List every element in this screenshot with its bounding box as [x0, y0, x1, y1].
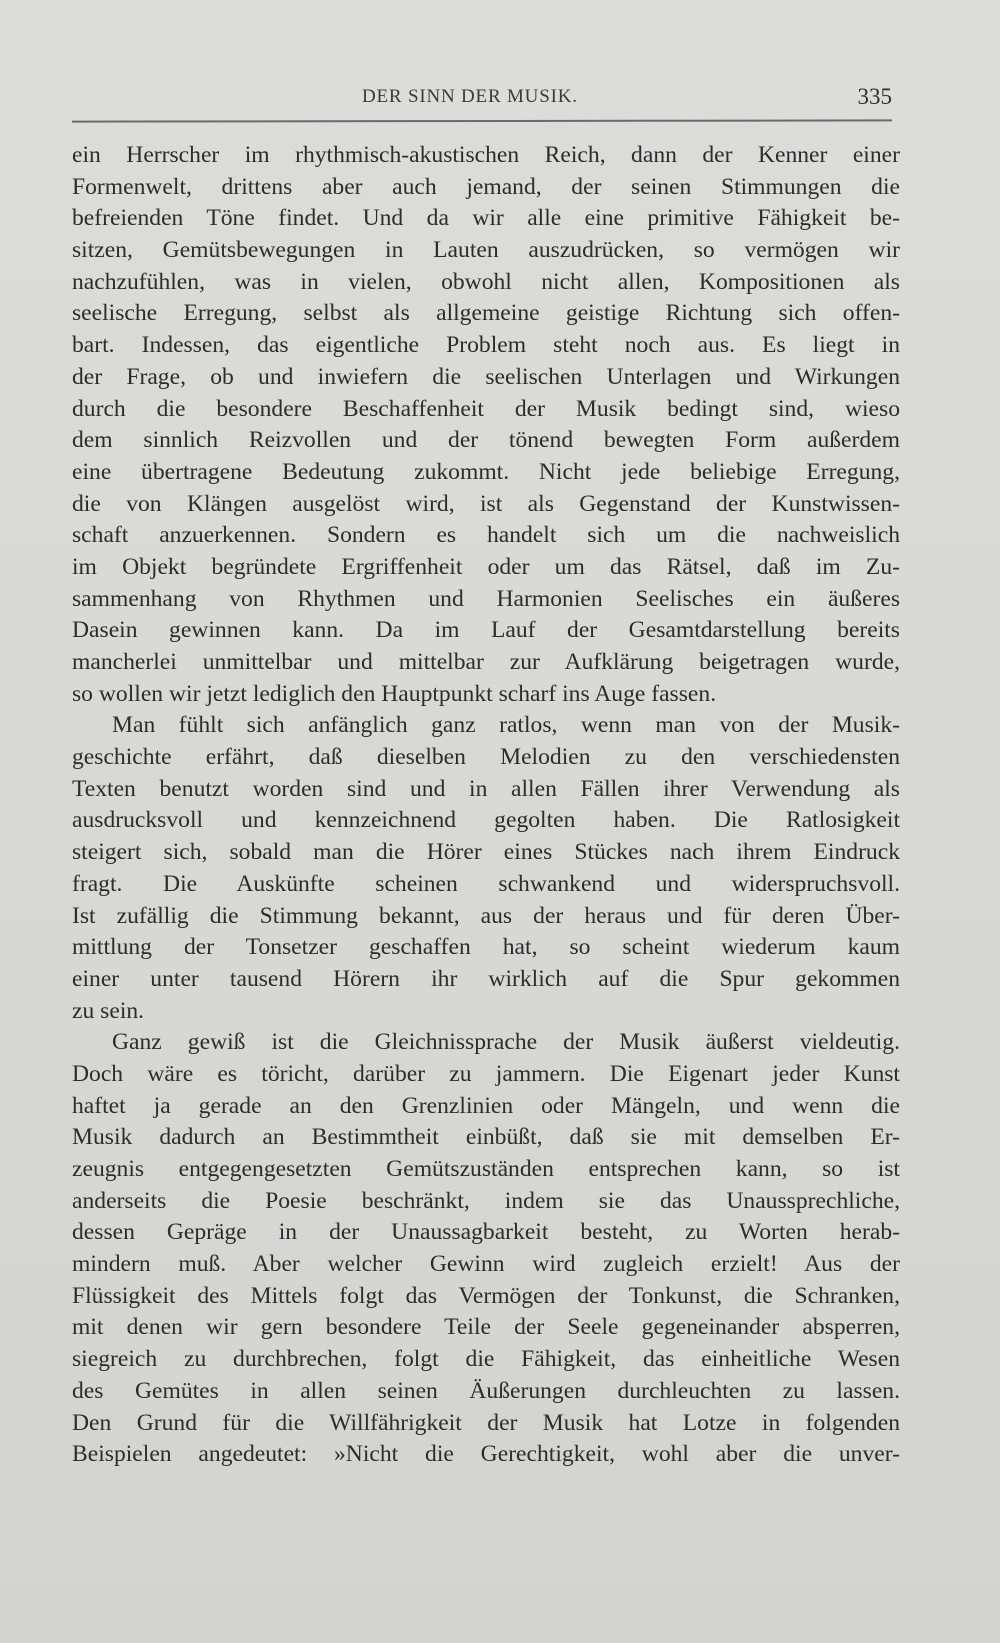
text-line: eine übertragene Bedeutung zukommt. Nicht jede beliebige Erregung,: [72, 458, 900, 485]
text-line: Texten benutzt worden sind und in allen Fällen ihrer Verwendung als: [72, 775, 900, 802]
page-number: 335: [857, 84, 892, 109]
text-line: Dasein gewinnen kann. Da im Lauf der Gesamtdarstellung bereits: [72, 617, 900, 644]
text-line: im Objekt begründete Ergriffenheit oder um das Rätsel, daß im Zu-: [72, 553, 900, 580]
text-line: Flüssigkeit des Mittels folgt das Vermögen der Tonkunst, die Schranken,: [72, 1282, 900, 1309]
text-line: dessen Gepräge in der Unaussagbarkeit besteht, zu Worten herab-: [72, 1219, 900, 1246]
running-title: DER SINN DER MUSIK.: [362, 86, 578, 107]
text-line: des Gemütes in allen seinen Äußerungen durchleuchten zu lassen.: [72, 1377, 900, 1404]
text-line: bart. Indessen, das eigentliche Problem steht noch aus. Es liegt in: [72, 332, 900, 359]
text-line: der Frage, ob und inwiefern die seelischen Unterlagen und Wirkungen: [72, 363, 900, 390]
text-line: Formenwelt, drittens aber auch jemand, der seinen Stimmungen die: [72, 173, 900, 200]
text-line: Ist zufällig die Stimmung bekannt, aus der heraus und für deren Über-: [72, 902, 900, 929]
text-line: die von Klängen ausgelöst wird, ist als Gegenstand der Kunstwissen-: [72, 490, 900, 517]
text-line: so wollen wir jetzt lediglich den Hauptpunkt scharf ins Auge fassen.: [72, 680, 717, 707]
text-line: anderseits die Poesie beschränkt, indem sie das Unaussprechliche,: [72, 1187, 900, 1214]
text-line: nachzufühlen, was in vielen, obwohl nicht allen, Kompositionen als: [72, 268, 900, 295]
header-rule: [72, 119, 892, 122]
text-line: haftet ja gerade an den Grenzlinien oder Mängeln, und wenn die: [72, 1092, 900, 1119]
text-line: fragt. Die Auskünfte scheinen schwankend und widerspruchsvoll.: [72, 870, 900, 897]
text-line: ein Herrscher im rhythmisch-akustischen Reich, dann der Kenner einer: [72, 142, 900, 168]
text-line: Den Grund für die Willfährigkeit der Musik hat Lotze in folgenden: [72, 1409, 900, 1436]
text-line: Beispielen angedeutet: »Nicht die Gerechtigkeit, wohl aber die unver-: [72, 1441, 900, 1468]
text-line: mittlung der Tonsetzer geschaffen hat, so scheint wiederum kaum: [72, 934, 900, 961]
text-line: zeugnis entgegengesetzten Gemütszuständen entsprechen kann, so ist: [72, 1156, 900, 1182]
text-line: siegreich zu durchbrechen, folgt die Fähigkeit, das einheitliche Wesen: [72, 1346, 900, 1373]
text-line: schaft anzuerkennen. Sondern es handelt sich um die nachweislich: [72, 522, 900, 549]
text-line: durch die besondere Beschaffenheit der Musik bedingt sind, wieso: [72, 395, 900, 422]
text-line: dem sinnlich Reizvollen und der tönend bewegten Form außerdem: [72, 427, 900, 454]
text-line: sammenhang von Rhythmen und Harmonien Seelisches ein äußeres: [72, 585, 900, 612]
text-line: befreienden Töne findet. Und da wir alle eine primitive Fähigkeit be-: [72, 205, 900, 232]
text-line: seelische Erregung, selbst als allgemeine geistige Richtung sich offen-: [72, 300, 900, 327]
text-line: mindern muß. Aber welcher Gewinn wird zugleich erzielt! Aus der: [72, 1251, 900, 1278]
text-line: Doch wäre es töricht, darüber zu jammern. Die Eigenart jeder Kunst: [72, 1060, 900, 1087]
text-line: sitzen, Gemütsbewegungen in Lauten auszudrücken, so vermögen wir: [72, 237, 900, 264]
text-line: einer unter tausend Hörern ihr wirklich auf die Spur gekommen: [72, 965, 900, 992]
body-text: [72, 140, 900, 1471]
text-line: geschichte erfährt, daß dieselben Melodien zu den verschiedensten: [72, 744, 900, 771]
running-head: [72, 86, 892, 118]
text-line: mit denen wir gern besondere Teile der Seele gegeneinander absperren,: [72, 1314, 900, 1341]
text-line: steigert sich, sobald man die Hörer eines Stückes nach ihrem Eindruck: [72, 839, 900, 866]
text-line: Man fühlt sich anfänglich ganz ratlos, wenn man von der Musik-: [112, 712, 900, 739]
text-line: zu sein.: [72, 997, 145, 1024]
text-line: Musik dadurch an Bestimmtheit einbüßt, daß sie mit demselben Er-: [72, 1124, 900, 1151]
text-line: ausdrucksvoll und kennzeichnend gegolten haben. Die Ratlosigkeit: [72, 807, 900, 834]
text-line: Ganz gewiß ist die Gleichnissprache der Musik äußerst vieldeutig.: [112, 1029, 900, 1056]
text-line: mancherlei unmittelbar und mittelbar zur Aufklärung beigetragen wurde,: [72, 649, 900, 675]
